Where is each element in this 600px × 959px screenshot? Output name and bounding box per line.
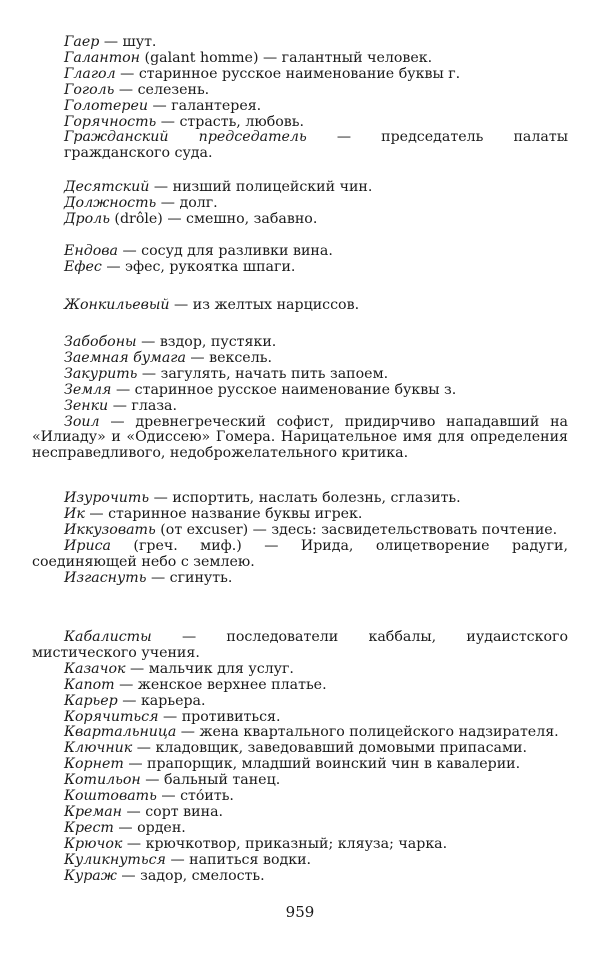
entry-definition: — галантерея. bbox=[147, 97, 262, 114]
entry-definition: — сорт вина. bbox=[122, 803, 224, 820]
glossary-entry bbox=[0, 725, 600, 741]
entry-definition: — глаза. bbox=[108, 397, 178, 414]
entry-term: Коштовать bbox=[64, 788, 157, 805]
entry-definition: — противиться. bbox=[158, 708, 281, 725]
entry-definition: (drôle) — смешно, забавно. bbox=[109, 210, 318, 227]
entry-definition: — древнегреческий софист, придирчиво нападавший на «Илиаду» и «Одиссею» Гомера. Нарицательное имя для определения несправедливого, недоброжелательного критика. bbox=[32, 413, 568, 462]
glossary-group-d bbox=[0, 180, 600, 228]
entry-term: Галантон bbox=[64, 49, 141, 66]
glossary-entry bbox=[0, 130, 600, 162]
entry-term: Ефес bbox=[64, 258, 102, 275]
glossary-entry bbox=[0, 491, 600, 507]
glossary-entry bbox=[0, 821, 600, 837]
entry-term: Иккузовать bbox=[64, 521, 156, 538]
glossary-entry bbox=[0, 212, 600, 228]
entry-definition: (греч. миф.) — Ирида, олицетворение радуги, соединяющей небо с землею. bbox=[32, 537, 568, 570]
entry-term: Куликнуться bbox=[64, 851, 166, 868]
entry-definition: — орден. bbox=[113, 819, 186, 836]
glossary-entry bbox=[0, 351, 600, 367]
glossary-entry bbox=[0, 757, 600, 773]
entry-term: Зенки bbox=[64, 397, 109, 414]
glossary-entry bbox=[0, 260, 600, 276]
entry-definition: — долг. bbox=[156, 194, 218, 211]
entry-term: Капот bbox=[64, 676, 115, 693]
glossary-entry bbox=[0, 67, 600, 83]
entry-term: Изурочить bbox=[64, 490, 150, 506]
glossary-entry bbox=[0, 694, 600, 710]
entry-term: Гражданский председатель bbox=[64, 129, 307, 146]
glossary-entry bbox=[0, 869, 600, 885]
entry-term: Гоголь bbox=[64, 81, 115, 98]
glossary-entry bbox=[0, 805, 600, 821]
entry-definition: — вексель. bbox=[185, 349, 272, 366]
glossary-entry bbox=[0, 507, 600, 523]
entry-term: Заемная бумага bbox=[64, 349, 186, 366]
glossary-entry bbox=[0, 741, 600, 757]
entry-definition: — селезень. bbox=[114, 81, 210, 98]
glossary-entry bbox=[0, 383, 600, 399]
entry-definition: — председатель палаты гражданского суда. bbox=[64, 129, 568, 162]
entry-term: Закурить bbox=[64, 365, 138, 382]
entry-term: Десятский bbox=[64, 179, 150, 195]
entry-definition: (от excuser) — здесь: засвидетельствовать почтение. bbox=[155, 521, 558, 538]
entry-term: Кураж bbox=[64, 867, 117, 884]
entry-definition: — эфес, рукоятка шпаги. bbox=[101, 258, 296, 275]
entry-term: Гаер bbox=[64, 34, 100, 50]
entry-term: Корячиться bbox=[64, 708, 159, 725]
entry-term: Карьер bbox=[64, 692, 118, 709]
glossary-group-e bbox=[0, 244, 600, 276]
entry-definition: — шут. bbox=[99, 34, 157, 50]
page-number: 959 bbox=[285, 903, 315, 921]
glossary-entry bbox=[0, 571, 600, 587]
glossary-entry bbox=[0, 662, 600, 678]
entry-definition: — напиться водки. bbox=[165, 851, 312, 868]
entry-term: Глагол bbox=[64, 65, 116, 82]
glossary-entry bbox=[0, 196, 600, 212]
glossary-entry bbox=[0, 83, 600, 99]
glossary-group-z bbox=[0, 335, 600, 462]
glossary-entry bbox=[0, 523, 600, 539]
glossary-entry bbox=[0, 539, 600, 571]
glossary-entry bbox=[0, 630, 600, 662]
entry-term: Дроль bbox=[64, 210, 110, 227]
entry-term: Зоил bbox=[64, 413, 100, 430]
glossary-entry bbox=[0, 367, 600, 383]
entry-definition: — страсть, любовь. bbox=[156, 113, 304, 130]
glossary-entry bbox=[0, 399, 600, 415]
glossary-entry bbox=[0, 115, 600, 131]
entry-definition: — женское верхнее платье. bbox=[114, 676, 327, 693]
glossary-group-k bbox=[0, 630, 600, 885]
glossary-group-zh bbox=[0, 298, 600, 314]
entry-definition: — сто́ить. bbox=[156, 788, 234, 805]
glossary-entry bbox=[0, 710, 600, 726]
entry-definition: — крючкотвор, приказный; кляуза; чарка. bbox=[122, 835, 448, 852]
entry-term: Жонкильевый bbox=[64, 297, 170, 313]
entry-term: Креман bbox=[64, 803, 123, 820]
entry-definition: — низший полицейский чин. bbox=[149, 179, 373, 195]
entry-term: Земля bbox=[64, 381, 112, 398]
entry-definition: — сгинуть. bbox=[146, 569, 233, 586]
entry-term: Ириса bbox=[64, 537, 111, 554]
entry-term: Забобоны bbox=[64, 334, 137, 350]
entry-term: Кабалисты bbox=[64, 629, 152, 645]
glossary-entry bbox=[0, 853, 600, 869]
entry-term: Должность bbox=[64, 194, 157, 211]
glossary-entry bbox=[0, 773, 600, 789]
glossary-entry bbox=[0, 335, 600, 351]
entry-definition: — из желтых нарциссов. bbox=[169, 297, 360, 313]
entry-definition: — прапорщик, младший воинский чин в кавалерии. bbox=[123, 756, 521, 773]
entry-term: Голотереи bbox=[64, 97, 148, 114]
entry-definition: — испортить, наслать болезнь, сглазить. bbox=[149, 490, 461, 506]
entry-definition: — старинное русское наименование буквы з. bbox=[111, 381, 457, 398]
glossary-group-i bbox=[0, 491, 600, 586]
glossary-entry bbox=[0, 35, 600, 51]
entry-definition: — мальчик для услуг. bbox=[125, 660, 294, 677]
entry-definition: — сосуд для разливки вина. bbox=[117, 243, 333, 259]
glossary-entry bbox=[0, 180, 600, 196]
entry-definition: — бальный танец. bbox=[140, 772, 281, 789]
entry-definition: — загулять, начать пить запоем. bbox=[137, 365, 389, 382]
entry-term: Котильон bbox=[64, 772, 141, 789]
entry-definition: — последователи каббалы, иудаистского мистического учения. bbox=[32, 629, 568, 661]
entry-definition: — карьера. bbox=[117, 692, 206, 709]
glossary-entry bbox=[0, 415, 600, 463]
glossary-group-g bbox=[0, 35, 600, 162]
entry-definition: — жена квартального полицейского надзирателя. bbox=[176, 724, 559, 741]
glossary-entry bbox=[0, 99, 600, 115]
entry-term: Изгаснуть bbox=[64, 569, 147, 586]
entry-term: Горячность bbox=[64, 113, 157, 130]
entry-term: Крест bbox=[64, 819, 114, 836]
glossary-entry bbox=[0, 789, 600, 805]
entry-term: Крючок bbox=[64, 835, 123, 852]
glossary-entry bbox=[0, 51, 600, 67]
entry-term: Ключник bbox=[64, 740, 133, 757]
entry-definition: — старинное русское наименование буквы г. bbox=[115, 65, 461, 82]
entry-definition: — кладовщик, заведовавший домовыми припасами. bbox=[132, 740, 527, 757]
entry-term: Корнет bbox=[64, 756, 124, 773]
entry-definition: — старинное название буквы игрек. bbox=[84, 505, 363, 522]
glossary-entry bbox=[0, 298, 600, 314]
glossary-entry bbox=[0, 678, 600, 694]
entry-term: Казачок bbox=[64, 660, 126, 677]
glossary-entry bbox=[0, 837, 600, 853]
entry-term: Квартальница bbox=[64, 724, 177, 741]
entry-definition: — задор, смелость. bbox=[116, 867, 265, 884]
entry-definition: — вздор, пустяки. bbox=[136, 334, 277, 350]
entry-term: Ик bbox=[64, 505, 85, 522]
entry-definition: (galant homme) — галантный человек. bbox=[140, 49, 433, 66]
entry-term: Ендова bbox=[64, 243, 118, 259]
glossary-entry bbox=[0, 244, 600, 260]
